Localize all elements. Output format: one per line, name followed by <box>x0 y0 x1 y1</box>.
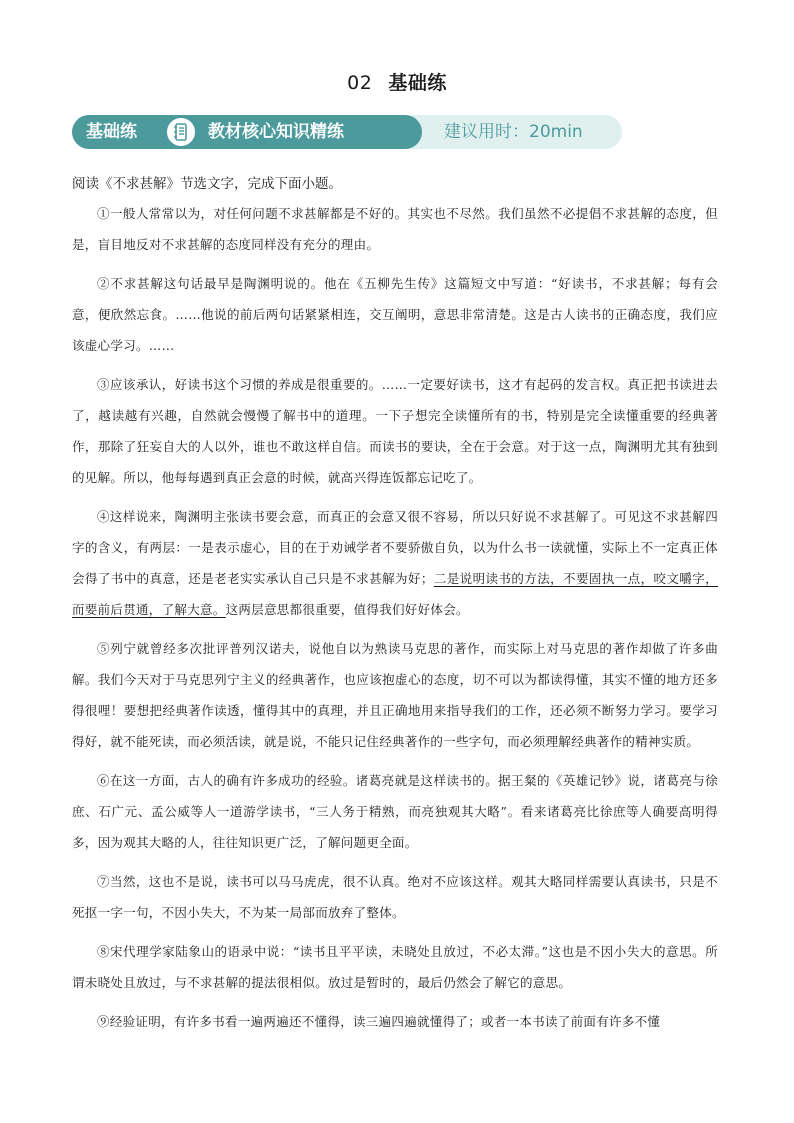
paragraph-6: ⑥在这一方面，古人的确有许多成功的经验。诸葛亮就是这样读书的。据王粲的《英雄记钞》说，诸葛亮与徐庶、石广元、孟公威等人一道游学读书，“三人务于精熟，而亮独观其大略”。看来诸葛亮比徐庶等人确要高明得多，因为观其大略的人，往往知识更广泛，了解问题更全面。 <box>72 773 718 850</box>
paragraph-4-tail: 这两层意思都很重要，值得我们好好体会。 <box>225 602 469 617</box>
paragraph-2: ②不求甚解这句话最早是陶渊明说的。他在《五柳先生传》这篇短文中写道：“好读书，不求甚解；每有会意，便欣然忘食。……他说的前后两句话紧紧相连，交互阐明，意思非常清楚。这是古人读书的正确态度，我们应该虚心学习。…… <box>72 276 718 353</box>
banner-core-knowledge-label: 教材核心知识精练 <box>208 122 344 142</box>
paragraph-8: ⑧宋代理学家陆象山的语录中说：“读书且平平读，未晓处且放过，不必太滞。”这也是不因小失大的意思。所谓未晓处且放过，与不求甚解的提法很相似。放过是暂时的，最后仍然会了解它的意思。 <box>72 944 718 990</box>
paragraph-9: ⑨经验证明，有许多书看一遍两遍还不懂得，读三遍四遍就懂得了；或者一本书读了前面有许多不懂 <box>97 1014 661 1029</box>
article-body <box>72 198 718 1045</box>
paragraph-4-underlined: 二是说明读书的方法，不要固执一点，咬文嚼字，而要前后贯通，了解大意。 <box>72 571 718 617</box>
section-banner <box>72 115 622 149</box>
paragraph-4 <box>72 501 718 625</box>
reading-instruction: 阅读《不求甚解》节选文字，完成下面小题。 <box>72 176 342 192</box>
paragraph-1: ①一般人常常以为，对任何问题不求甚解都是不好的。其实也不尽然。我们虽然不必提倡不求甚解的态度，但是，盲目地反对不求甚解的态度同样没有充分的理由。 <box>72 206 718 252</box>
paragraph-5: ⑤列宁就曾经多次批评普列汉诺夫，说他自以为熟读马克思的著作，而实际上对马克思的著作却做了许多曲解。我们今天对于马克思列宁主义的经典著作，也应该抱虚心的态度，切不可以为都读得懂，其实不懂的地方还多得很哩！要想把经典著作读透，懂得其中的真理，并且正确地用来指导我们的工作，还必须不断努力学习。要学习得好，就不能死读，而必须活读，就是说，不能只记住经典著作的一些字句，而必须理解经典著作的精神实质。 <box>72 641 718 749</box>
banner-suggested-time: 建议用时：20min <box>444 122 583 142</box>
banner-practice-label: 基础练 <box>86 122 137 142</box>
section-title: 基础练 <box>388 72 447 94</box>
notebook-icon <box>165 116 197 148</box>
page-title <box>0 68 794 95</box>
paragraph-7: ⑦当然，这也不是说，读书可以马马虎虎，很不认真。绝对不应该这样。观其大略同样需要认真读书，只是不死抠一字一句，不因小失大，不为某一局部而放弃了整体。 <box>72 874 718 920</box>
section-number: 02 <box>347 72 373 94</box>
paragraph-3: ③应该承认，好读书这个习惯的养成是很重要的。……一定要好读书，这才有起码的发言权。真正把书读进去了，越读越有兴趣，自然就会慢慢了解书中的道理。一下子想完全读懂所有的书，特别是完全读懂重要的经典著作，那除了狂妄自大的人以外，谁也不敢这样自信。而读书的要诀，全在于会意。对于这一点，陶渊明尤其有独到的见解。所以，他每每遇到真正会意的时候，就高兴得连饭都忘记吃了。 <box>72 377 718 485</box>
paragraph-4-lead: ④这样说来，陶渊明主张读书要会意，而真正的会意又很不容易，所以只好说不求甚解了。可见这不求甚解四字的含义，有两层：一是表示虚心，目的在于劝诫学者不要骄傲自负，以为什么书一读就懂，实际上不一定真正体会得了书中的真意，还是老老实实承认自己只是不求甚解为好； <box>72 509 718 586</box>
